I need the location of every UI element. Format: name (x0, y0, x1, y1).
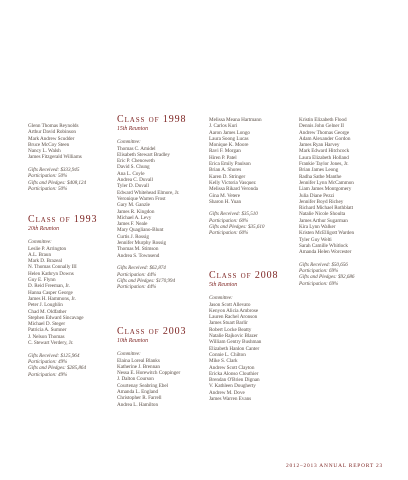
name: Courtenay Seabring Ebel (117, 382, 168, 389)
class-title: Class of 1998 (117, 114, 187, 125)
name: Peter J. Loughlin (28, 302, 63, 309)
name: Kristin Elizabeth Flood (299, 117, 347, 123)
name: Amanda L. England (117, 389, 159, 396)
class-1993-section (28, 214, 114, 378)
gifts-and-pledges: Gifts and Pledges: $170,994 (117, 277, 176, 284)
name: Mary Quagliano-Blunt (117, 227, 164, 234)
reunion-label: 15th Reunion (117, 126, 149, 132)
name: Jennifer Murphy Rossig (117, 240, 167, 247)
name: Natalie Nicole Shoulta (299, 211, 346, 218)
name: Amanda Helen Worcester (299, 249, 352, 256)
names-list (299, 117, 385, 287)
name: Veronique Warren Frost (117, 195, 166, 202)
name: J. Dalton Courson (117, 376, 154, 383)
name: Jennifer Boyd Richey (299, 198, 344, 205)
gifts-and-pledges: Gifts and Pledges: $408,124 (28, 179, 87, 186)
name: Guy E. Flynn (28, 277, 56, 284)
name: Brian James Leong (299, 167, 339, 174)
name: Leslie P. Arrington (28, 245, 67, 252)
name: James F. Neale (117, 221, 148, 228)
name: Natalie Rajkovic Blazer (209, 333, 258, 340)
name: Karen D. Stringer (209, 173, 246, 180)
name: Mark Edward Hitchcock (299, 148, 350, 155)
class-1998-section (117, 114, 203, 290)
class-title: Class of 1993 (28, 214, 98, 225)
names-list (209, 117, 295, 237)
name: Aaron James Longo (209, 129, 250, 136)
name: A.L. Braun (28, 251, 51, 258)
name: Kristen McElligott Warden (299, 230, 354, 237)
name: Connie L. Chilton (209, 351, 246, 358)
name: Glenn Thomas Reynolds (28, 123, 79, 129)
name: Katherine J. Brennan (117, 363, 160, 370)
name: Erica Emily Paulson (209, 161, 251, 168)
name: James R. Kingdon (117, 208, 155, 215)
name: J. Carlos Kuri (209, 123, 238, 130)
name: Brendan O'Brien Dignan (209, 377, 260, 384)
gifts-and-pledges: Gifts and Pledges: $35,610 (209, 224, 265, 231)
name: Elaina Loreal Blanks (117, 357, 160, 364)
reunion-label: 5th Reunion (209, 282, 238, 288)
name: Hanna Casper George (28, 289, 73, 296)
name: Thomas M. Stimson (117, 246, 159, 253)
participation: Participation: 69% (299, 280, 339, 287)
gifts-received: Gifts Received: $35,510 (209, 211, 258, 218)
name: Frankie Taylor Jones, Jr. (299, 161, 349, 168)
class-title: Class of 2008 (209, 270, 279, 281)
name: Christopher R. Farrell (117, 395, 162, 402)
name: James Fitzgerald Williams (28, 154, 82, 161)
name: James Stuart Barlir (209, 320, 248, 327)
name: James H. Hammons, Jr. (28, 295, 76, 302)
name: Andrea L. Hamilton (117, 401, 159, 408)
name: David S. Chung (117, 164, 150, 171)
name: Melissa Rikard Veronda (209, 186, 258, 193)
participation: Participation: 50% (28, 185, 68, 192)
name: N. Thomas Connally III (28, 264, 77, 271)
name: Dennis John Gelner II (299, 123, 344, 130)
name: Arthur David Robinson (28, 129, 76, 136)
name: Andrew Thomas George (299, 129, 350, 136)
name: Nessa E. Horewitch Coppinger (117, 370, 181, 377)
name: Eric P. Chenoweth (117, 158, 155, 165)
name: Laura Elizabeth Holland (299, 154, 349, 161)
participation: Participation: 49% (28, 358, 68, 365)
name: Laura Soong Lucas (209, 135, 249, 142)
name: Melissa Meana Hartmann (209, 117, 262, 123)
participation: Participation: 60% (209, 230, 249, 237)
name: Gina M. Vetere (209, 192, 241, 199)
name: C. Stewart Verdery, Jr. (28, 340, 74, 347)
class-2003-section (117, 326, 203, 408)
name: Monique K. Moore (209, 142, 249, 149)
name: Mike S. Clark (209, 358, 238, 365)
name: Tyler Guy Welti (299, 236, 332, 243)
name: Liam James Montgomery (299, 186, 352, 193)
participation: Participation: 44% (117, 284, 157, 291)
gifts-received: Gifts Received: $62,874 (117, 265, 166, 272)
name: Mark D. Brazeal (28, 258, 62, 265)
name: Bruce McCoy Steen (28, 141, 70, 148)
name: Helen Kathryn Downs (28, 270, 74, 277)
name: Kenyon Alicia Ambrose (209, 307, 259, 314)
gifts-and-pledges: Gifts and Pledges: $92,686 (299, 274, 355, 281)
participation: Participation: 49% (28, 371, 68, 378)
name: Adam Alexander Gordon (299, 135, 351, 142)
name: Radha Sathe Manthe (299, 173, 342, 180)
name: Gary M. Ganzle (117, 202, 150, 209)
committee-label: Committee: (209, 295, 233, 302)
name: Nancy L. Walsh (28, 148, 61, 155)
name: Patricia A. Sumner (28, 327, 67, 334)
committee-label: Committee: (117, 139, 141, 146)
name: Brian A. Shores (209, 167, 242, 174)
name: Kelly Victoria Vasquez (209, 179, 256, 186)
name: James Warren Evans (209, 396, 252, 403)
committee-label: Committee: (117, 351, 141, 358)
name: James Ryan Harvey (299, 142, 340, 149)
participation: Participation: 50% (28, 173, 68, 180)
name: Andrea C. Duvall (117, 177, 153, 184)
name: Ravi F. Morgan (209, 148, 241, 155)
name: Chad M. Oldfather (28, 308, 67, 315)
name: Kira Lynn Walker (299, 224, 336, 231)
participation: Participation: 44% (117, 271, 157, 278)
name: Hiren P. Patel (209, 154, 237, 161)
page-footer: 2012–2013 ANNUAL REPORT 23 (286, 463, 383, 469)
gifts-received: Gifts Received: $125,964 (28, 352, 80, 359)
gifts-received: Gifts Received: $333,945 (28, 167, 80, 174)
name: Elizabeth Hanlon Canter (209, 345, 260, 352)
name: Sarah Camille Whitlock (299, 242, 348, 249)
name: Richard Michael Rothblatt (299, 205, 354, 212)
name: Jennifer Lynn McCammon (299, 179, 354, 186)
class-2008-section (209, 270, 295, 402)
name: J. Nelson Thomas (28, 333, 65, 340)
name: William Gentry Bushman (209, 339, 262, 346)
gifts-and-pledges: Gifts and Pledges: $285,864 (28, 365, 87, 372)
name: V. Kathleen Dougherty (209, 383, 256, 390)
name: Stephen Edward Sincavage (28, 314, 84, 321)
reunion-label: 10th Reunion (117, 338, 149, 344)
name: Jason Scott Allevato (209, 301, 251, 308)
class-title: Class of 2003 (117, 326, 187, 337)
name: Thomas C. Amidel (117, 145, 156, 152)
gifts-received: Gifts Received: $50,656 (299, 261, 348, 268)
name: Curtis J. Rossig (117, 233, 149, 240)
name: D. Reid Freeman, Jr. (28, 283, 70, 290)
name: Julia Diane Pezzi (299, 192, 335, 199)
reunion-label: 20th Reunion (28, 226, 60, 232)
participation: Participation: 69% (299, 268, 339, 275)
name: Andrew Scott Clayton (209, 364, 255, 371)
name: Michael D. Steger (28, 321, 66, 328)
name: Robert Locke Beatty (209, 326, 252, 333)
name: Tyler D. Duvall (117, 183, 149, 190)
name: Andrea S. Townsend (117, 252, 160, 259)
name: Mark Andrew Scudder (28, 135, 75, 142)
name: Michael A. Levy (117, 214, 152, 221)
name: Ericka Alonso Clouthier (209, 370, 259, 377)
name: Sharon H. Yuan (209, 198, 242, 205)
names-list (28, 123, 114, 192)
name: Lauren Rachel Aronson (209, 314, 258, 321)
committee-label: Committee: (28, 239, 52, 246)
participation: Participation: 60% (209, 217, 249, 224)
name: James Arthur Sugarman (299, 217, 348, 224)
name: Edward Whitehead Elmore, Jr. (117, 189, 180, 196)
name: Andrew M. Dove (209, 389, 245, 396)
name: Elisabeth Stewart Bradley (117, 151, 170, 158)
name: Ana L. Coyle (117, 170, 145, 177)
